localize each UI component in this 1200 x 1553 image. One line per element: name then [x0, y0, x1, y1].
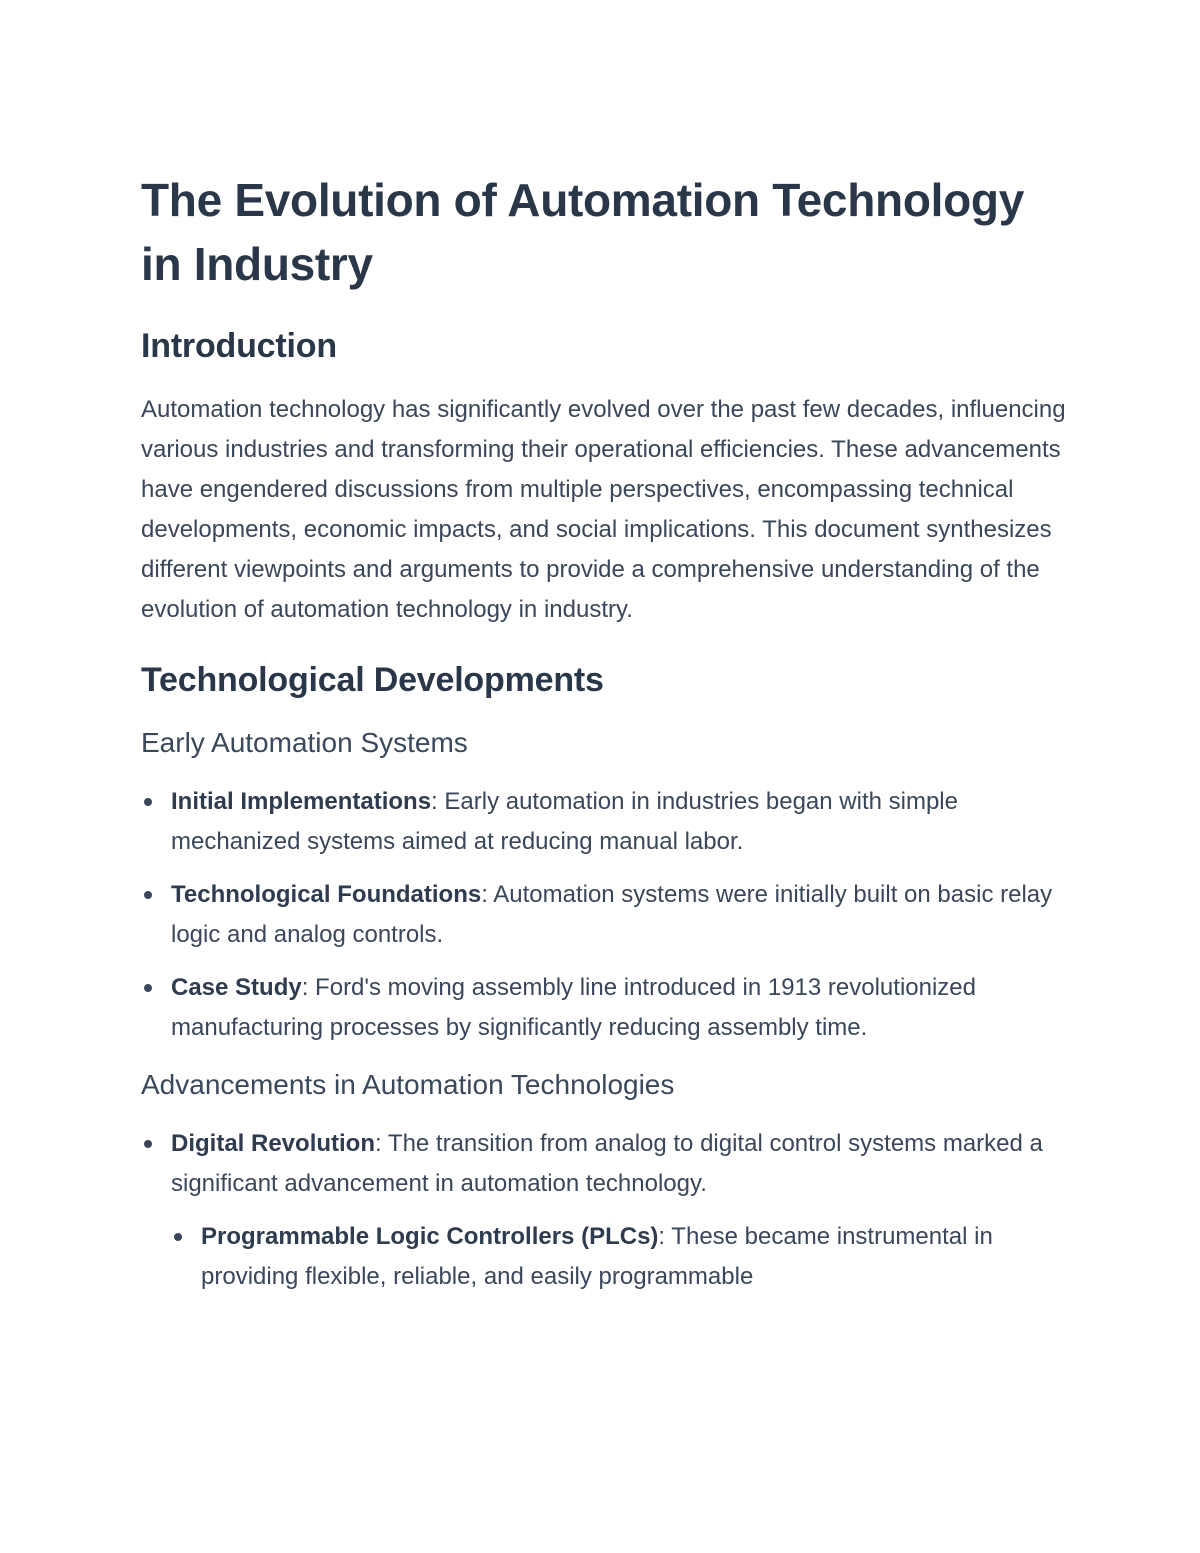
list-item-label: Digital Revolution [171, 1130, 375, 1157]
list-item [141, 782, 1071, 862]
list-item-label: Initial Implementations [171, 788, 432, 815]
subsection-heading-early-automation: Early Automation Systems [141, 727, 468, 758]
list-item-label: Programmable Logic Controllers (PLCs) [201, 1223, 659, 1250]
list-item-text: : The transition from analog to digital control systems marked a significant advancement in automation technology. [171, 1130, 1043, 1197]
list-item-text: : Early automation in industries began with simple mechanized systems aimed at reducing manual labor. [171, 788, 958, 855]
list-item-text: : These became instrumental in providing flexible, reliable, and easily programmable [201, 1223, 993, 1290]
nested-list-item [171, 1217, 1071, 1297]
list-item-text: : Ford's moving assembly line introduced in 1913 revolutionized manufacturing processes by significantly reducing assembly time. [171, 974, 976, 1041]
advancements-list [141, 1124, 1071, 1297]
document-title: The Evolution of Automation Technology in Industry [141, 174, 1024, 290]
list-item-label: Technological Foundations [171, 881, 482, 908]
nested-list [171, 1217, 1071, 1297]
document-page [141, 168, 1071, 1315]
list-item [141, 1124, 1071, 1297]
list-item [141, 875, 1071, 955]
subsection-heading-advancements: Advancements in Automation Technologies [141, 1069, 675, 1100]
list-item-text: : Automation systems were initially built on basic relay logic and analog controls. [171, 881, 1053, 948]
section-heading-technological-developments: Technological Developments [141, 661, 604, 699]
introduction-paragraph: Automation technology has significantly evolved over the past few decades, influencing various industries and transforming their operational efficiencies. These advancements have engendered discussions from multiple perspectives, encompassing technical developments, economic impacts, and social implications. This document synthesizes different viewpoints and arguments to provide a comprehensive understanding of the evolution of automation technology in industry. [141, 396, 1066, 623]
list-item-label: Case Study [171, 974, 302, 1001]
list-item [141, 968, 1071, 1048]
section-heading-introduction: Introduction [141, 327, 337, 365]
early-automation-list [141, 782, 1071, 1048]
